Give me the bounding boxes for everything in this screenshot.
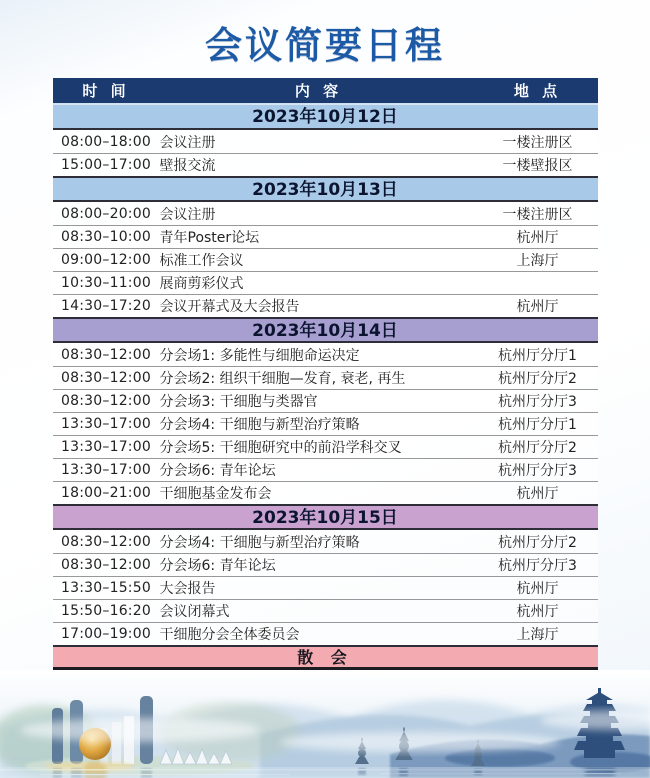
cell-content: 大会报告: [159, 581, 216, 597]
cell-time: 08:30–12:00: [61, 533, 151, 550]
page-title: 会议简要日程: [205, 24, 445, 67]
cell-content: 分会场3: 干细胞与类器官: [159, 394, 318, 410]
cell-location: 杭州厅分厅3: [498, 394, 577, 410]
cell-time: 18:00–21:00: [61, 485, 151, 501]
schedule-row: [53, 553, 598, 576]
cell-content: 会议注册: [159, 134, 216, 151]
cell-location: 上海厅: [516, 627, 559, 643]
schedule-row: [53, 576, 598, 599]
schedule-row: [53, 389, 598, 412]
cell-content: 会议开幕式及大会报告: [159, 299, 300, 315]
closing-row: 散 会: [53, 645, 598, 670]
cell-time: 10:30–11:00: [61, 275, 151, 291]
cell-location: 杭州厅分厅1: [498, 347, 577, 364]
date-banner: 2023年10月15日: [53, 504, 598, 530]
date-banner: 2023年10月14日: [53, 317, 598, 343]
cell-content: 干细胞基金发布会: [159, 486, 272, 502]
cell-time: 08:30–12:00: [61, 346, 151, 363]
schedule-row: [53, 343, 598, 366]
cell-time: 14:30–17:20: [61, 298, 151, 314]
cell-time: 13:30–17:00: [61, 416, 151, 432]
cell-location: 一楼注册区: [502, 206, 573, 223]
schedule-row: [53, 481, 598, 504]
cell-time: 17:00–19:00: [61, 626, 151, 642]
cell-location: 杭州厅: [516, 230, 559, 246]
column-header-time: 时 间: [82, 82, 130, 100]
column-header-location: 地 点: [513, 82, 562, 100]
cell-time: 08:30–10:00: [61, 229, 151, 245]
cell-time: 15:00–17:00: [61, 157, 151, 173]
cell-content: 标准工作会议: [159, 253, 244, 269]
schedule-table: [53, 78, 598, 670]
schedule-row: [53, 599, 598, 622]
cell-time: 08:30–12:00: [61, 557, 151, 573]
schedule-row: [53, 248, 598, 271]
schedule-row: [53, 294, 598, 317]
cell-content: 干细胞分会全体委员会: [159, 627, 300, 643]
cell-time: 15:50–16:20: [61, 603, 151, 619]
column-header-content: 内 容: [294, 82, 343, 100]
cell-location: 杭州厅分厅2: [498, 534, 577, 551]
hangzhou-watercolor-scene: [0, 670, 650, 778]
cell-time: 09:00–12:00: [61, 252, 151, 268]
cell-content: 壁报交流: [159, 158, 216, 174]
cell-time: 08:00–18:00: [61, 133, 151, 150]
cell-content: 分会场5: 干细胞研究中的前沿学科交叉: [159, 440, 402, 456]
cell-location: 杭州厅分厅2: [498, 440, 577, 456]
cell-content: 分会场6: 青年论坛: [159, 463, 276, 479]
cell-time: 13:30–15:50: [61, 580, 151, 596]
date-banner: 2023年10月12日: [53, 104, 598, 130]
cell-content: 分会场6: 青年论坛: [159, 558, 276, 574]
cell-location: 杭州厅: [516, 604, 559, 620]
cell-location: 杭州厅: [516, 486, 559, 502]
schedule-row: [53, 622, 598, 645]
cell-location: 杭州厅: [516, 299, 559, 315]
schedule-table-body: [53, 104, 598, 645]
cell-location: 杭州厅分厅1: [498, 417, 577, 433]
schedule-row: [53, 271, 598, 294]
cell-content: 分会场4: 干细胞与新型治疗策略: [159, 417, 360, 433]
schedule-row: [53, 366, 598, 389]
schedule-row: [53, 530, 598, 553]
cell-time: 08:30–12:00: [61, 393, 151, 409]
cell-location: 杭州厅分厅2: [498, 371, 577, 387]
cell-content: 青年Poster论坛: [159, 230, 260, 246]
cell-time: 13:30–17:00: [61, 462, 151, 478]
cell-content: 会议闭幕式: [159, 604, 230, 620]
schedule-row: [53, 153, 598, 176]
schedule-row: [53, 435, 598, 458]
cell-content: 分会场1: 多能性与细胞命运决定: [159, 347, 360, 364]
cell-time: 13:30–17:00: [61, 439, 151, 455]
schedule-row: [53, 412, 598, 435]
table-header-row: [53, 78, 598, 104]
schedule-row: [53, 130, 598, 153]
schedule-row: [53, 202, 598, 225]
cell-time: 08:00–20:00: [61, 205, 151, 222]
date-banner: 2023年10月13日: [53, 176, 598, 202]
cell-content: 展商剪彩仪式: [159, 276, 244, 292]
cell-location: 杭州厅分厅3: [498, 463, 577, 479]
cell-location: 一楼注册区: [502, 134, 573, 151]
cell-content: 分会场4: 干细胞与新型治疗策略: [159, 534, 360, 551]
cell-content: 分会场2: 组织干细胞—发育, 衰老, 再生: [159, 371, 406, 387]
cell-content: 会议注册: [159, 206, 216, 223]
cell-location: 一楼壁报区: [502, 158, 573, 174]
schedule-row: [53, 458, 598, 481]
cell-location: 上海厅: [516, 253, 559, 269]
cell-time: 08:30–12:00: [61, 370, 151, 386]
cell-location: 杭州厅分厅3: [498, 558, 577, 574]
cell-location: 杭州厅: [516, 581, 559, 597]
schedule-row: [53, 225, 598, 248]
